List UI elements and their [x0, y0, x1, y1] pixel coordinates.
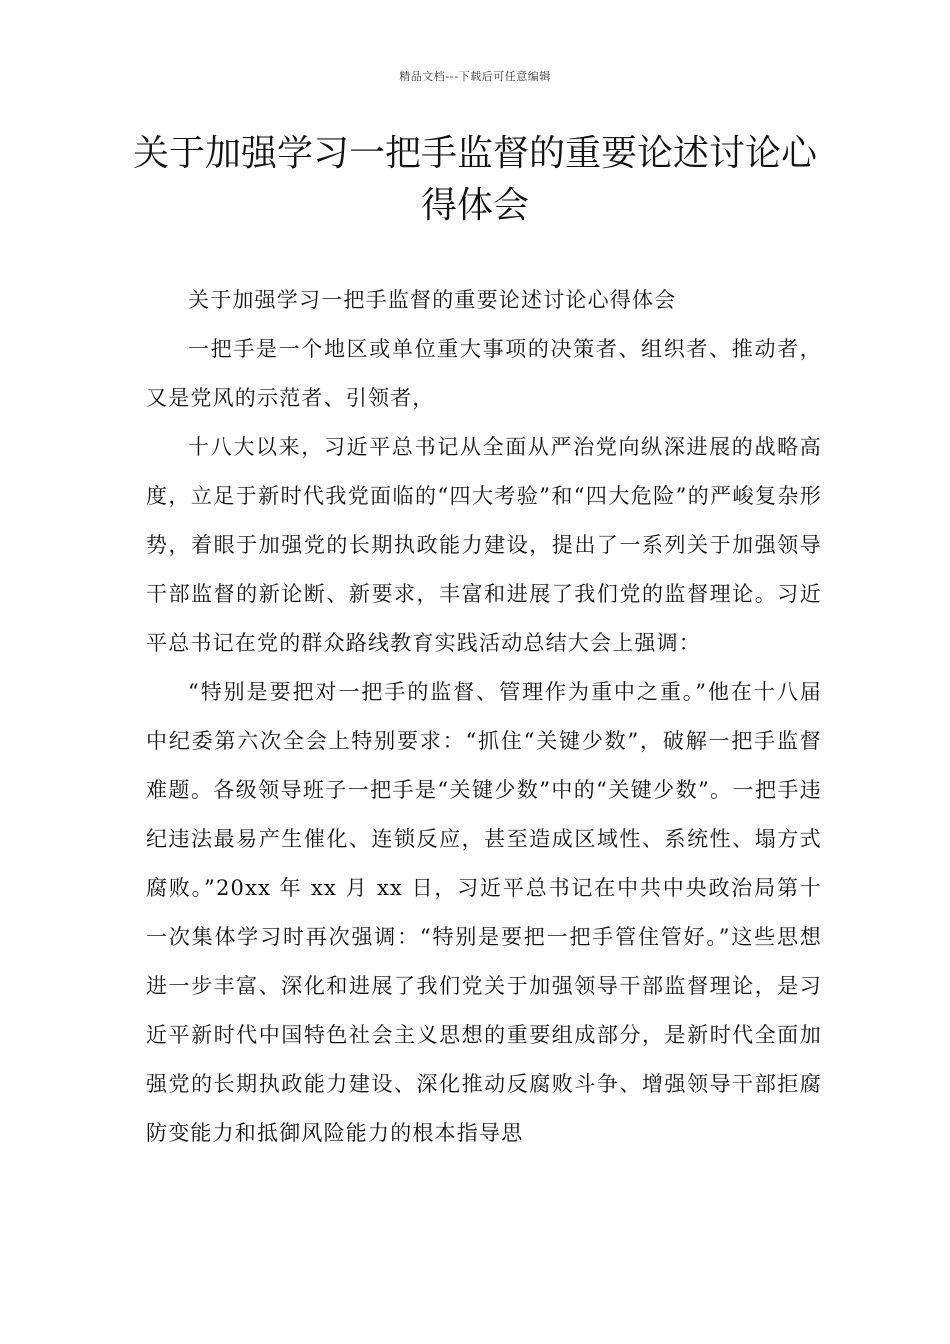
header-note: 精品文档---下载后可任意编辑	[399, 70, 551, 83]
page-title: 关于加强学习一把手监督的重要论述讨论心得体会	[132, 133, 817, 226]
document-body	[146, 276, 822, 1158]
paragraph: 一把手是一个地区或单位重大事项的决策者、组织者、推动者，又是党风的示范者、引领者，	[146, 337, 822, 410]
paragraph: 十八大以来，习近平总书记从全面从严治党向纵深进展的战略高度，立足于新时代我党面临的“四大考验”和“四大危险”的严峻复杂形势，着眼于加强党的长期执政能力建设，提出了一系列关于加强领导干部监督的新论断、新要求，丰富和进展了我们党的监督理论。习近平总书记在党的群众路线教育实践活动总结大会上强调：	[146, 435, 822, 655]
paragraph: “特别是要把对一把手的监督、管理作为重中之重。”他在十八届中纪委第六次全会上特别要求：“抓住“关键少数”，破解一把手监督难题。各级领导班子一把手是“关键少数”中的“关键少数”。一把手违纪违法最易产生催化、连锁反应，甚至造成区域性、系统性、塌方式腐败。”20xx 年 xx 月 xx 日，习近平总书记在中共中央政治局第十一次集体学习时再次强调：“特别是要把一把手管住管好。”这些思想进一步丰富、深化和进展了我们党关于加强领导干部监督理论，是习近平新时代中国特色社会主义思想的重要组成部分，是新时代全面加强党的长期执政能力建设、深化推动反腐败斗争、增强领导干部拒腐防变能力和抵御风险能力的根本指导思	[146, 680, 822, 1145]
paragraph: 关于加强学习一把手监督的重要论述讨论心得体会	[188, 288, 677, 312]
